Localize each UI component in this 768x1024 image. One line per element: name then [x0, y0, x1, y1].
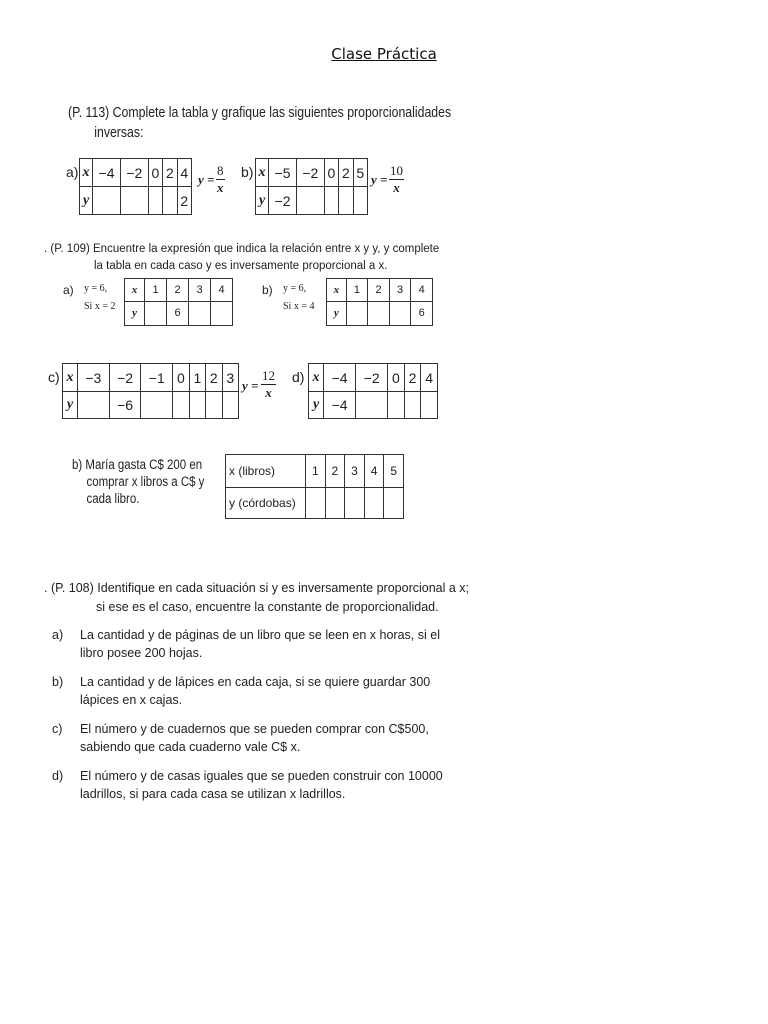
table-cell: −6: [109, 392, 141, 419]
table-cell: y: [80, 187, 93, 215]
table-cell: 3: [345, 455, 365, 488]
table-cell: [384, 488, 404, 519]
numerator: 10: [390, 163, 403, 178]
table-cell: [93, 187, 121, 215]
p113-line2: inversas:: [94, 124, 144, 141]
item-line2: lápices en x cajas.: [80, 693, 183, 707]
table-cell: x: [80, 159, 93, 187]
table-cell: 2: [339, 159, 353, 187]
table-cell: [388, 392, 405, 419]
table-cell: [145, 302, 167, 326]
item-line1: La cantidad y de lápices en cada caja, si se quiere guardar 300: [80, 675, 431, 689]
table-cell: [206, 392, 222, 419]
p109-a-cond2: Si x = 2: [84, 301, 116, 312]
p113-b-label: b): [241, 164, 254, 180]
table-cell: 6: [167, 302, 189, 326]
p109-b-cond2: Si x = 4: [283, 301, 315, 312]
table-cell: 2: [206, 364, 222, 392]
table-cell: −4: [324, 364, 356, 392]
table-cell: x: [309, 364, 324, 392]
table-cell: [346, 302, 368, 326]
maria-line2: comprar x libros a C$ y: [86, 474, 205, 489]
table-cell: 0: [388, 364, 405, 392]
table-cell: 3: [189, 279, 211, 302]
table-cell: 5: [384, 455, 404, 488]
table-cell: 2: [167, 279, 189, 302]
item-line2: sabiendo que cada cuaderno vale C$ x.: [80, 740, 301, 754]
table-cell: x: [125, 279, 145, 302]
p109-b-label: b): [262, 283, 273, 297]
p108-item-b: [52, 673, 431, 709]
p108-line2: si ese es el caso, encuentre la constante de proporcionalidad.: [96, 600, 439, 614]
table-cell: 2: [404, 364, 421, 392]
denominator: x: [217, 180, 224, 195]
table-cell: y: [327, 302, 347, 326]
table-cell: 4: [364, 455, 384, 488]
table-cell: 4: [211, 279, 233, 302]
table-cell: [222, 392, 238, 419]
item-line1: El número y de casas iguales que se pueden construir con 10000: [80, 769, 443, 783]
p109-line1: . (P. 109) Encuentre la expresión que indica la relación entre x y y, y complete: [44, 243, 440, 255]
table-cell: x: [63, 364, 78, 392]
table-cell: −2: [109, 364, 141, 392]
table-cell: y: [125, 302, 145, 326]
table-cell: [421, 392, 438, 419]
table-cell: [356, 392, 388, 419]
table-cell: [173, 392, 189, 419]
p109-d-table: [308, 363, 438, 419]
numerator: 8: [217, 163, 224, 178]
table-cell: 3: [389, 279, 411, 302]
p113-b-table: [255, 158, 368, 215]
table-cell: 4: [421, 364, 438, 392]
table-cell: [339, 187, 353, 215]
item-line2: ladrillos, si para cada casa se utilizan x ladrillos.: [80, 787, 346, 801]
table-cell: [163, 187, 177, 215]
table-cell: [345, 488, 365, 519]
table-cell: [368, 302, 390, 326]
table-cell: y: [256, 187, 269, 215]
p109-c-table: [62, 363, 239, 419]
maria-table: [225, 454, 404, 519]
p109-b-cond1: y = 6,: [283, 283, 307, 294]
table-cell: [325, 488, 345, 519]
table-cell: 0: [173, 364, 189, 392]
table-cell: [141, 392, 173, 419]
table-cell: 2: [163, 159, 177, 187]
p113-line1: (P. 113) Complete la tabla y grafique las siguientes proporcionalidades: [68, 104, 452, 121]
row-label: x (libros): [226, 455, 306, 488]
table-cell: 2: [177, 187, 191, 215]
table-cell: y: [309, 392, 324, 419]
table-cell: [404, 392, 421, 419]
table-cell: x: [256, 159, 269, 187]
p109-b-table: [326, 278, 433, 326]
table-cell: 4: [177, 159, 191, 187]
table-cell: 1: [346, 279, 368, 302]
p113-a-fraction: [216, 163, 225, 196]
item-label: c): [52, 722, 63, 736]
p109-c-label: c): [48, 369, 60, 385]
table-cell: −2: [269, 187, 297, 215]
table-cell: [120, 187, 148, 215]
p109-c-formula-lhs: y =: [242, 378, 259, 393]
table-cell: [306, 488, 326, 519]
maria-text: [72, 456, 204, 507]
p109-a-label: a): [63, 283, 74, 297]
table-cell: −2: [296, 159, 324, 187]
table-cell: −2: [356, 364, 388, 392]
denominator: x: [393, 180, 400, 195]
item-label: b): [52, 675, 64, 689]
item-line2: libro posee 200 hojas.: [80, 646, 203, 660]
maria-line3: cada libro.: [86, 491, 140, 506]
table-cell: −4: [324, 392, 356, 419]
numerator: 12: [262, 368, 275, 383]
p109-line2: la tabla en cada caso y es inversamente proporcional a x.: [94, 260, 388, 272]
table-cell: [353, 187, 367, 215]
table-cell: −5: [269, 159, 297, 187]
p109-a-cond1: y = 6,: [84, 283, 108, 294]
p113-a-table: [79, 158, 192, 215]
item-line1: El número y de cuadernos que se pueden comprar con C$500,: [80, 722, 429, 736]
maria-line1: b) María gasta C$ 200 en: [72, 457, 203, 472]
table-cell: −4: [93, 159, 121, 187]
table-cell: x: [327, 279, 347, 302]
row-label: y (córdobas): [226, 488, 306, 519]
table-cell: 3: [222, 364, 238, 392]
item-label: a): [52, 628, 64, 642]
p113-a-label: a): [66, 164, 79, 180]
p108-line1: . (P. 108) Identifique en cada situación si y es inversamente proporcional a x;: [44, 581, 470, 595]
table-cell: [296, 187, 324, 215]
table-cell: [148, 187, 162, 215]
p113-instruction: [68, 104, 451, 141]
p113-b-fraction: [389, 163, 404, 196]
table-cell: 2: [325, 455, 345, 488]
p108-item-a: [52, 626, 440, 662]
page-title: Clase Práctica: [331, 45, 437, 63]
table-cell: 1: [306, 455, 326, 488]
table-cell: 1: [189, 364, 205, 392]
table-cell: [389, 302, 411, 326]
table-cell: −1: [141, 364, 173, 392]
table-cell: [211, 302, 233, 326]
table-cell: [189, 302, 211, 326]
p109-a-table: [124, 278, 233, 326]
table-cell: 6: [411, 302, 433, 326]
table-cell: 1: [145, 279, 167, 302]
table-cell: y: [63, 392, 78, 419]
p108-item-d: [52, 767, 443, 803]
table-cell: [324, 187, 338, 215]
denominator: x: [265, 385, 272, 400]
table-cell: [77, 392, 109, 419]
table-cell: −2: [120, 159, 148, 187]
table-cell: 0: [148, 159, 162, 187]
item-label: d): [52, 769, 64, 783]
p109-d-label: d): [292, 369, 305, 385]
table-cell: 0: [324, 159, 338, 187]
table-cell: [189, 392, 205, 419]
p108-item-c: [52, 720, 429, 756]
p109-c-fraction: [261, 368, 276, 401]
table-cell: 5: [353, 159, 367, 187]
item-line1: La cantidad y de páginas de un libro que se leen en x horas, si el: [80, 628, 440, 642]
table-cell: 4: [411, 279, 433, 302]
table-cell: 2: [368, 279, 390, 302]
table-cell: [364, 488, 384, 519]
table-cell: −3: [77, 364, 109, 392]
p113-a-formula-lhs: y =: [198, 172, 215, 187]
p113-b-formula-lhs: y =: [371, 172, 388, 187]
